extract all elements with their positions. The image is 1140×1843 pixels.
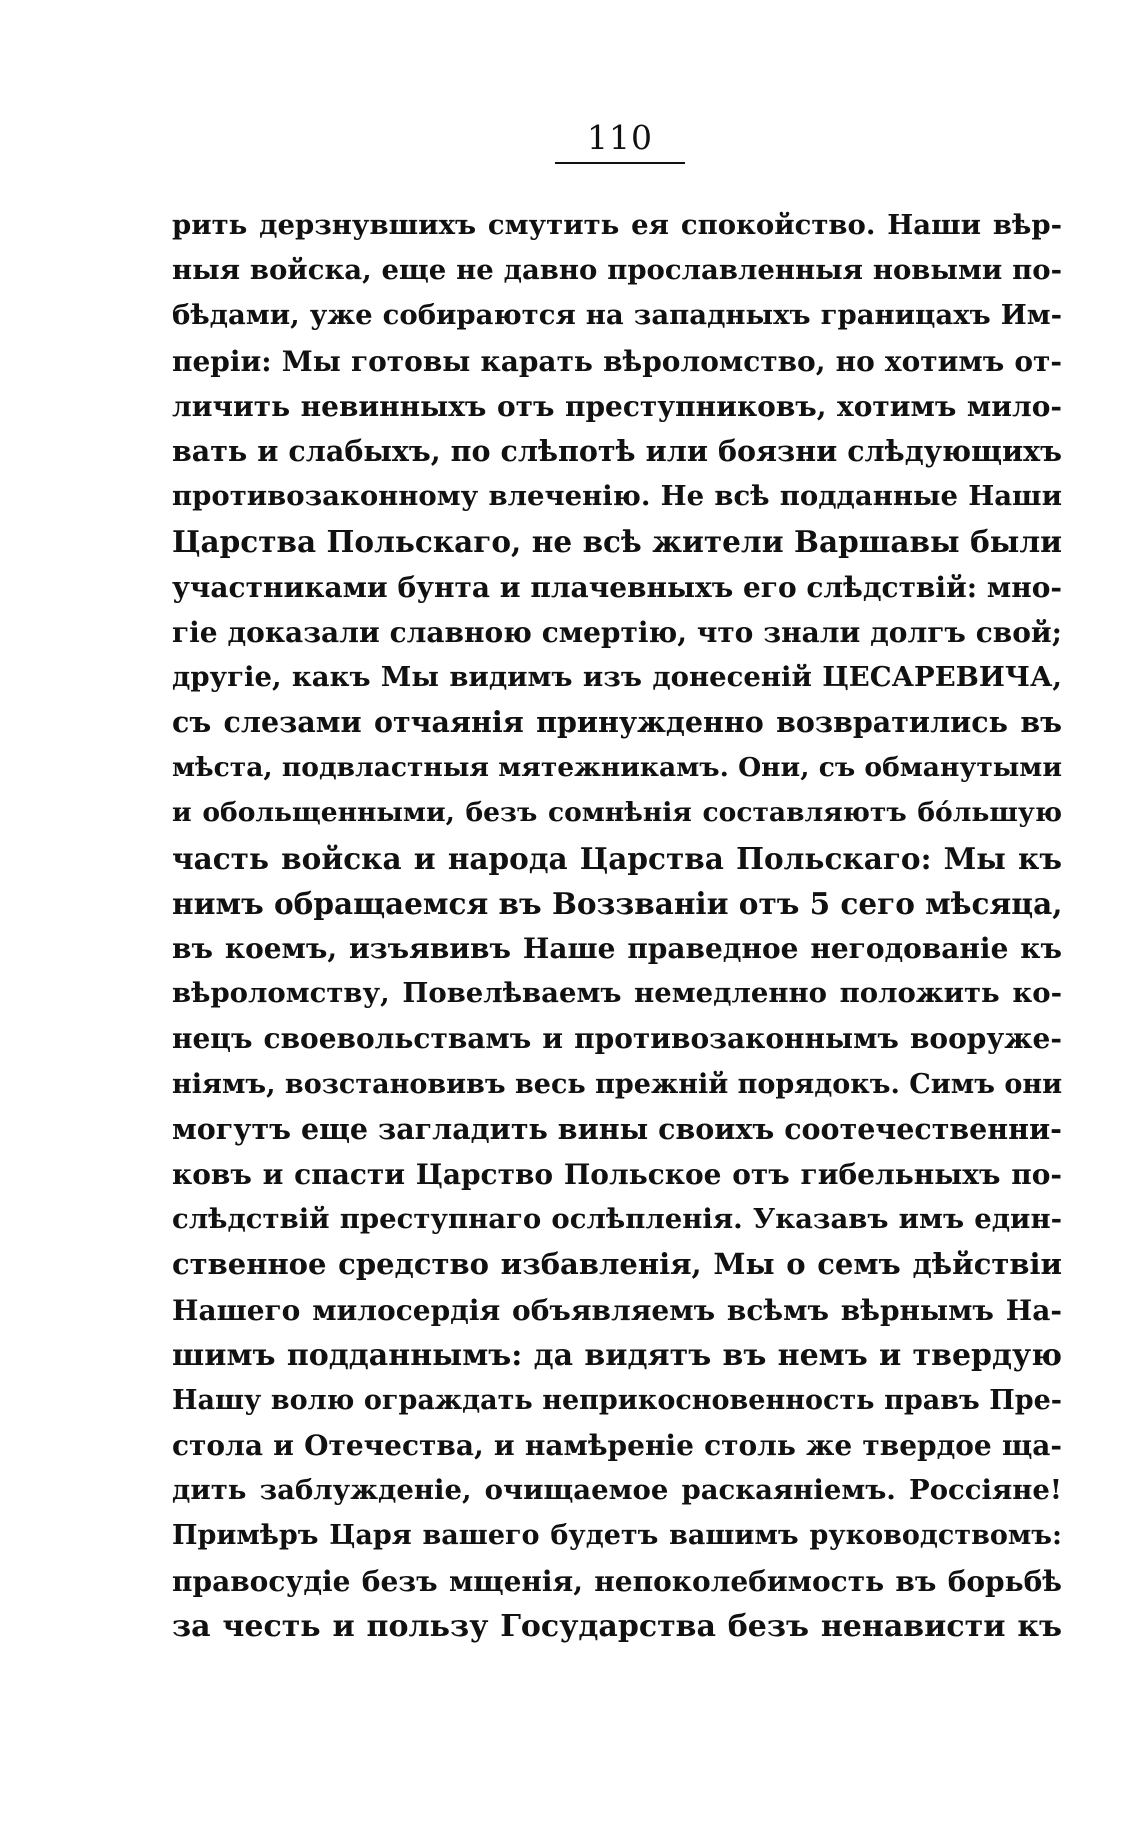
text-line: Царства Польскаго, не всѣ жители Варшавы были: [172, 524, 1062, 560]
text-line: другіе, какъ Мы видимъ изъ донесеній ЦЕСАРЕВИЧА,: [172, 660, 1062, 693]
text-line: дить заблужденіе, очищаемое раскаяніемъ. Россіяне!: [172, 1474, 1062, 1507]
text-line: участниками бунта и плачевныхъ его слѣдствій: мно-: [172, 570, 1062, 604]
text-line: Нашего милосердія объявляемъ всѣмъ вѣрнымъ На-: [172, 1293, 1062, 1327]
text-line: ныя войска, еще не давно прославленныя новыми по-: [172, 254, 1062, 287]
text-line: и обольщенными, безъ сомнѣнія составляютъ бо́льшую: [172, 797, 1062, 829]
body-text: [172, 203, 1062, 1649]
page-number-rule: [555, 162, 685, 164]
text-line: вѣроломству, Повелѣваемъ немедленно положить ко-: [172, 977, 1062, 1010]
text-line: Примѣръ Царя вашего будетъ вашимъ руководствомъ:: [172, 1520, 1062, 1552]
text-line: съ слезами отчаянія принужденно возвратились въ: [172, 705, 1062, 740]
text-line: стола и Отечества, и намѣреніе столь же твердое ща-: [172, 1429, 1062, 1463]
text-line: ніямъ, возстановивъ весь прежній порядокъ. Симъ они: [172, 1068, 1062, 1100]
text-line: шимъ подданнымъ: да видятъ въ немъ и твердую: [172, 1337, 1062, 1373]
text-line: бѣдами, уже собираются на западныхъ границахъ Им-: [172, 299, 1062, 332]
text-line: гіе доказали славною смертію, что знали долгъ свой;: [172, 615, 1062, 649]
text-line: часть войска и народа Царства Польскаго: Мы къ: [172, 840, 1062, 876]
text-line: ковъ и спасти Царство Польское отъ гибельныхъ по-: [172, 1157, 1062, 1191]
text-line: рить дерзнувшихъ смутить ея спокойство. Наши вѣр-: [172, 209, 1062, 241]
text-line: вать и слабыхъ, по слѣпотѣ или боязни слѣдующихъ: [172, 433, 1062, 468]
text-line: ственное средство избавленія, Мы о семъ дѣйствіи: [172, 1247, 1062, 1282]
text-line: въ коемъ, изъявивъ Наше праведное негодованіе къ: [172, 932, 1062, 965]
text-line: Нашу волю ограждать неприкосновенность правъ Пре-: [172, 1384, 1062, 1416]
text-line: за честь и пользу Государства безъ ненависти къ: [172, 1608, 1062, 1644]
text-line: нимъ обращаемся въ Воззваніи отъ 5 сего мѣсяца,: [172, 885, 1062, 921]
text-line: слѣдствій преступнаго ослѣпленія. Указавъ имъ един-: [172, 1203, 1062, 1236]
page-number: 110: [587, 118, 653, 157]
text-line: могутъ еще загладить вины своихъ соотечественни-: [172, 1111, 1062, 1146]
text-line: личить невинныхъ отъ преступниковъ, хотимъ мило-: [172, 389, 1062, 423]
text-line: правосудіе безъ мщенія, непоколебимость въ борьбѣ: [172, 1564, 1062, 1598]
text-line: мѣста, подвластныя мятежникамъ. Они, съ обманутыми: [172, 752, 1062, 784]
text-line: періи: Мы готовы карать вѣроломство, но хотимъ от-: [172, 344, 1062, 378]
text-line: противозаконному влеченію. Не всѣ подданные Наши: [172, 480, 1062, 513]
text-line: нецъ своевольствамъ и противозаконнымъ вооруже-: [172, 1022, 1062, 1056]
